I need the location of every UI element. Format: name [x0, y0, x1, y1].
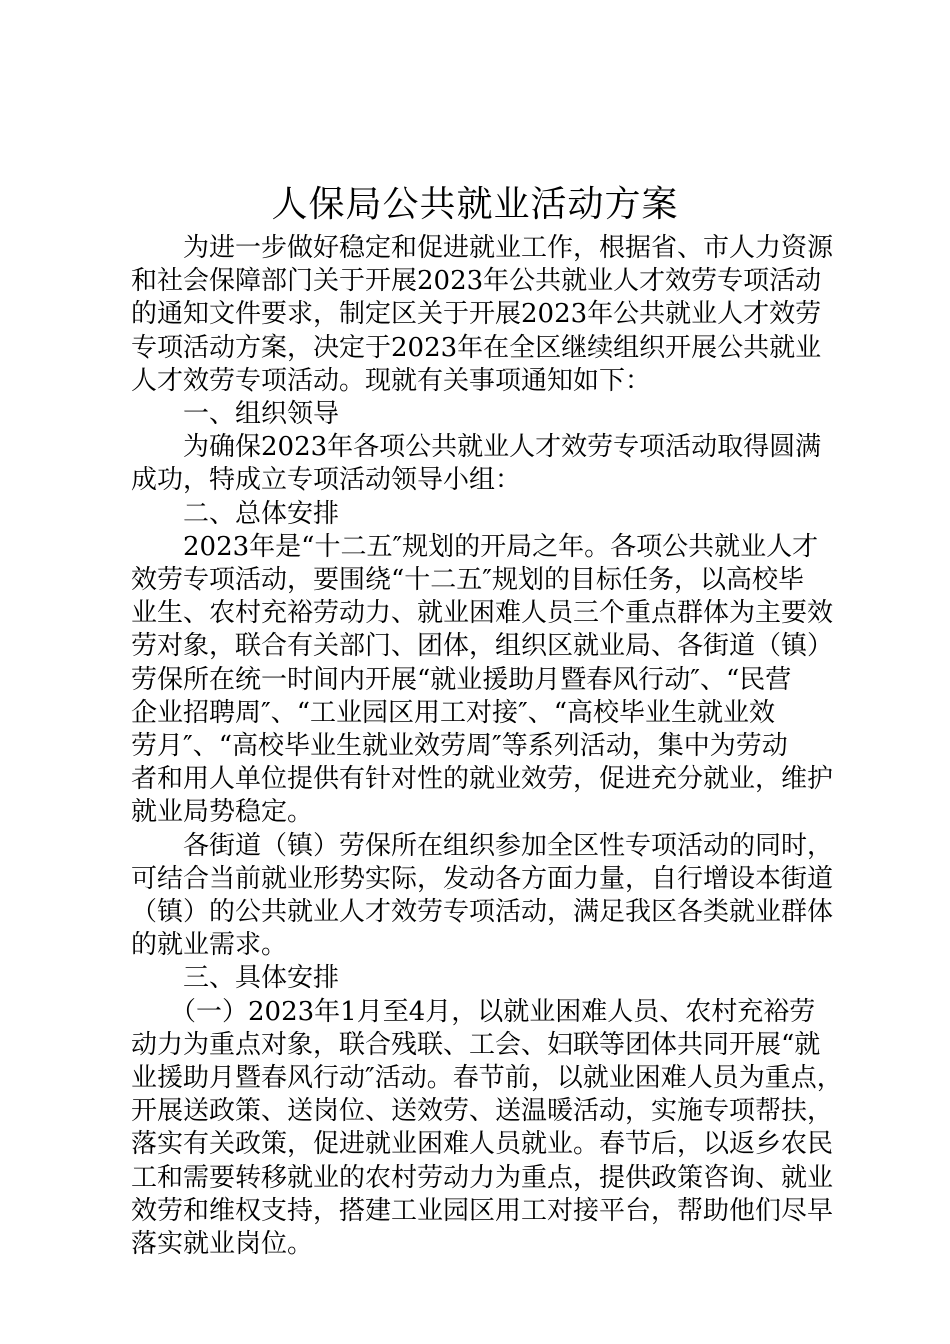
text-line: 动力为重点对象，联合残联、工会、妇联等团体共同开展“就	[131, 1029, 821, 1060]
text-line: 者和用人单位提供有针对性的就业效劳，促进充分就业，维护	[131, 764, 834, 795]
text-line: 劳对象，联合有关部门、团体，组织区就业局、各街道（镇）	[131, 631, 834, 662]
text-line: 二、总体安排	[131, 498, 340, 529]
text-line: 一、组织领导	[131, 399, 340, 430]
text-line: 可结合当前就业形势实际，发动各方面力量，自行增设本街道	[131, 863, 834, 894]
text-line: 劳保所在统一时间内开展“就业援助月暨春风行动″、“民营	[131, 664, 792, 695]
text-line: （镇）的公共就业人才效劳专项活动，满足我区各类就业群体	[131, 897, 834, 928]
text-line: 2023年是“十二五″规划的开局之年。各项公共就业人才	[131, 531, 819, 562]
text-line: 专项活动方案，决定于2023年在全区继续组织开展公共就业	[131, 332, 822, 363]
section-heading-organization	[131, 398, 821, 431]
text-line: 为进一步做好稳定和促进就业工作，根据省、市人力资源	[131, 233, 834, 263]
text-line: 就业局势稳定。	[131, 797, 314, 828]
document-body	[131, 232, 843, 1261]
paragraph-overall	[131, 531, 834, 830]
text-line: 业援助月暨春风行动″活动。春节前，以就业困难人员为重点，	[131, 1063, 843, 1094]
text-line: 和社会保障部门关于开展2023年公共就业人才效劳专项活动	[131, 266, 822, 297]
document-title: 人保局公共就业活动方案	[271, 184, 679, 225]
paragraph-intro	[131, 232, 834, 398]
text-line: 落实有关政策，促进就业困难人员就业。春节后，以返乡农民	[131, 1129, 834, 1160]
text-line: 成功，特成立专项活动领导小组：	[131, 465, 522, 496]
text-line: 企业招聘周″、“工业园区用工对接″、“高校毕业生就业效	[131, 697, 776, 728]
text-line: 开展送政策、送岗位、送效劳、送温暖活动，实施专项帮扶，	[131, 1096, 834, 1127]
text-line: 落实就业岗位。	[131, 1229, 314, 1260]
text-line: 的就业需求。	[131, 930, 288, 961]
text-line: 效劳和维权支持，搭建工业园区用工对接平台，帮助他们尽早	[131, 1195, 834, 1226]
text-line: 工和需要转移就业的农村劳动力为重点，提供政策咨询、就业	[131, 1162, 834, 1193]
section-heading-overall	[131, 498, 821, 531]
paragraph-specific-1	[131, 996, 843, 1262]
text-line: 的通知文件要求，制定区关于开展2023年公共就业人才效劳	[131, 299, 822, 330]
text-line: 劳月″、“高校毕业生就业效劳周″等系列活动，集中为劳动	[131, 731, 788, 762]
text-line: 业生、农村充裕劳动力、就业困难人员三个重点群体为主要效	[131, 598, 834, 629]
paragraph-organization	[131, 431, 821, 497]
text-line: 人才效劳专项活动。现就有关事项通知如下：	[131, 365, 652, 396]
text-line: 各街道（镇）劳保所在组织参加全区性专项活动的同时，	[131, 830, 834, 861]
text-line: 为确保2023年各项公共就业人才效劳专项活动取得圆满	[131, 432, 822, 463]
text-line: 效劳专项活动，要围绕“十二五″规划的目标任务，以高校毕	[131, 565, 805, 596]
text-line: 三、具体安排	[131, 963, 340, 994]
text-line: （一）2023年1月至4月，以就业困难人员、农村充裕劳	[131, 996, 816, 1027]
paragraph-streets	[131, 830, 834, 963]
section-heading-specific	[131, 962, 821, 995]
